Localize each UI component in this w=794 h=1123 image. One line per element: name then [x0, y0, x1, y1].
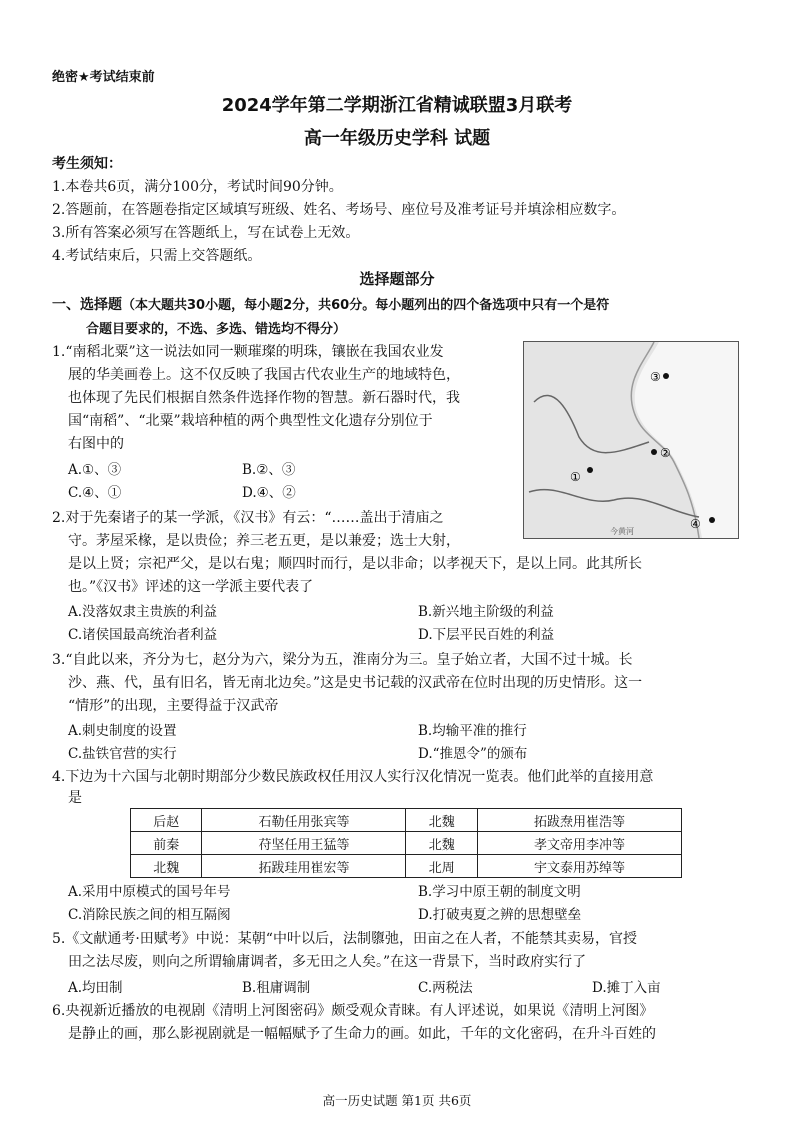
table-cell: 北魏	[131, 855, 202, 878]
option-a: A.均田制	[68, 980, 123, 996]
table-cell: 拓跋焘用崔浩等	[477, 809, 681, 832]
question-1-text: 1.“南稻北粟”这一说法如同一颗璀璨的明珠，镶嵌在我国农业发	[52, 344, 444, 360]
question-5-text: 田之法尽废，则向之所谓输庸调者，多无田之人矣。”在这一背景下，当时政府实行了	[68, 954, 587, 970]
table-cell: 北魏	[406, 832, 477, 855]
question-1-text: 展的华美画卷上。这不仅反映了我国古代农业生产的地域特色，	[68, 367, 460, 383]
option-a: A.采用中原模式的国号年号	[68, 884, 231, 900]
option-d: D.下层平民百姓的利益	[418, 627, 555, 643]
site-3-label: ③	[650, 370, 661, 384]
question-6-text: 是静止的画，那么影视剧就是一幅幅赋予了生命力的画。如此，千年的文化密码，在升斗百姓的	[68, 1026, 656, 1042]
table-cell: 后赵	[131, 809, 202, 832]
option-a: A.刺史制度的设置	[68, 723, 177, 739]
table-row	[131, 832, 682, 855]
site-2-marker	[651, 449, 657, 455]
table-cell: 前秦	[131, 832, 202, 855]
question-2-text: 也。”《汉书》评述的这一学派主要代表了	[68, 579, 314, 595]
option-d: D.④、②	[242, 485, 296, 501]
table-cell: 石勒任用张宾等	[202, 809, 406, 832]
question-3-text: “情形”的出现，主要得益于汉武帝	[68, 698, 279, 714]
question-5-text: 5.《文献通考·田赋考》中说：某朝“中叶以后，法制隳弛，田亩之在人者，不能禁其卖易，官授	[52, 931, 637, 947]
question-1-text: 国“南稻”、“北粟”栽培种植的两个典型性文化遗存分别位于	[68, 413, 433, 429]
sinicization-table	[130, 808, 682, 878]
notice-item: 1.本卷共6页，满分100分，考试时间90分钟。	[52, 179, 343, 195]
table-cell: 宇文泰用苏绰等	[477, 855, 681, 878]
question-2-text: 2.对于先秦诸子的某一学派，《汉书》有云：“……盖出于清庙之	[52, 510, 444, 526]
option-d: D.摊丁入亩	[592, 980, 661, 996]
option-d: D.“推恩令”的颁布	[418, 746, 528, 762]
option-c: C.④、①	[68, 485, 122, 501]
site-2-label: ②	[660, 446, 671, 460]
option-b: B.租庸调制	[242, 980, 311, 996]
notice-item: 4.考试结束后，只需上交答题纸。	[52, 248, 262, 264]
option-b: B.新兴地主阶级的利益	[418, 604, 554, 620]
option-d: D.打破夷夏之辨的思想壁垒	[418, 907, 582, 923]
option-b: B.学习中原王朝的制度文明	[418, 884, 581, 900]
neolithic-site-map	[523, 341, 739, 539]
secret-mark: 绝密★考试结束前	[52, 70, 155, 85]
part-instruction	[52, 294, 609, 314]
map-graphic	[524, 342, 738, 538]
table-cell: 北魏	[406, 809, 477, 832]
option-a: A.①、③	[68, 462, 122, 478]
question-3-text: 沙、燕、代，虽有旧名，皆无南北边矣。”这是史书记载的汉武帝在位时出现的历史情形。这一	[68, 675, 643, 691]
table-row	[131, 855, 682, 878]
option-c: C.盐铁官营的实行	[68, 746, 177, 762]
table-cell: 苻坚任用王猛等	[202, 832, 406, 855]
site-1-marker	[587, 467, 593, 473]
notice-item: 3.所有答案必须写在答题纸上，写在试卷上无效。	[52, 225, 360, 241]
site-3-marker	[663, 373, 669, 379]
table-cell: 北周	[406, 855, 477, 878]
site-4-marker	[709, 517, 715, 523]
question-1-text: 也体现了先民们根据自然条件选择作物的智慧。新石器时代，我	[68, 390, 460, 406]
question-4-text: 4.下边为十六国与北朝时期部分少数民族政权任用汉人实行汉化情况一览表。他们此举的直接用意	[52, 769, 654, 785]
map-caption: 今黄河	[610, 527, 634, 536]
page-footer: 高一历史试题 第1页 共6页	[322, 1093, 472, 1108]
table-cell: 孝文帝用李冲等	[477, 832, 681, 855]
notice-item: 2.答题前，在答题卷指定区域填写班级、姓名、考场号、座位号及准考证号并填涂相应数字。	[52, 202, 626, 218]
option-c: C.消除民族之间的相互隔阂	[68, 907, 231, 923]
site-4-label: ④	[690, 517, 701, 531]
question-1-text: 右图中的	[68, 436, 124, 452]
site-1-label: ①	[570, 470, 581, 484]
option-c: C.诸侯国最高统治者利益	[68, 627, 218, 643]
part-label: 一、选择题	[52, 297, 122, 313]
table-row	[131, 809, 682, 832]
question-2-text: 守。茅屋采椽，是以贵俭；养三老五更，是以兼爱；选士大射，	[68, 533, 460, 549]
option-b: B.②、③	[242, 462, 296, 478]
table-cell: 拓跋珪用崔宏等	[202, 855, 406, 878]
option-a: A.没落奴隶主贵族的利益	[68, 604, 218, 620]
part-note: （本大题共30小题，每小题2分，共60分。每小题列出的四个备选项中只有一个是符	[122, 298, 610, 313]
option-c: C.两税法	[418, 980, 473, 996]
question-2-text: 是以上贤；宗祀严父，是以右鬼；顺四时而行，是以非命；以孝视天下，是以上同。此其所长	[68, 556, 642, 572]
question-6-text: 6.央视新近播放的电视剧《清明上河图密码》颇受观众青睐。有人评述说，如果说《清明上河图》	[52, 1003, 654, 1019]
notice-heading: 考生须知：	[52, 156, 122, 172]
option-b: B.均输平准的推行	[418, 723, 527, 739]
question-3-text: 3.“自此以来，齐分为七，赵分为六，梁分为五，淮南分为三。皇子始立者，大国不过十城。长	[52, 652, 633, 668]
section-title: 选择题部分	[359, 270, 435, 288]
question-4-text: 是	[68, 790, 82, 806]
exam-subtitle: 高一年级历史学科 试题	[303, 128, 491, 149]
part-note-cont: 合题目要求的，不选、多选、错选均不得分）	[86, 322, 347, 337]
exam-title: 2024学年第二学期浙江省精诚联盟3月联考	[221, 95, 573, 116]
